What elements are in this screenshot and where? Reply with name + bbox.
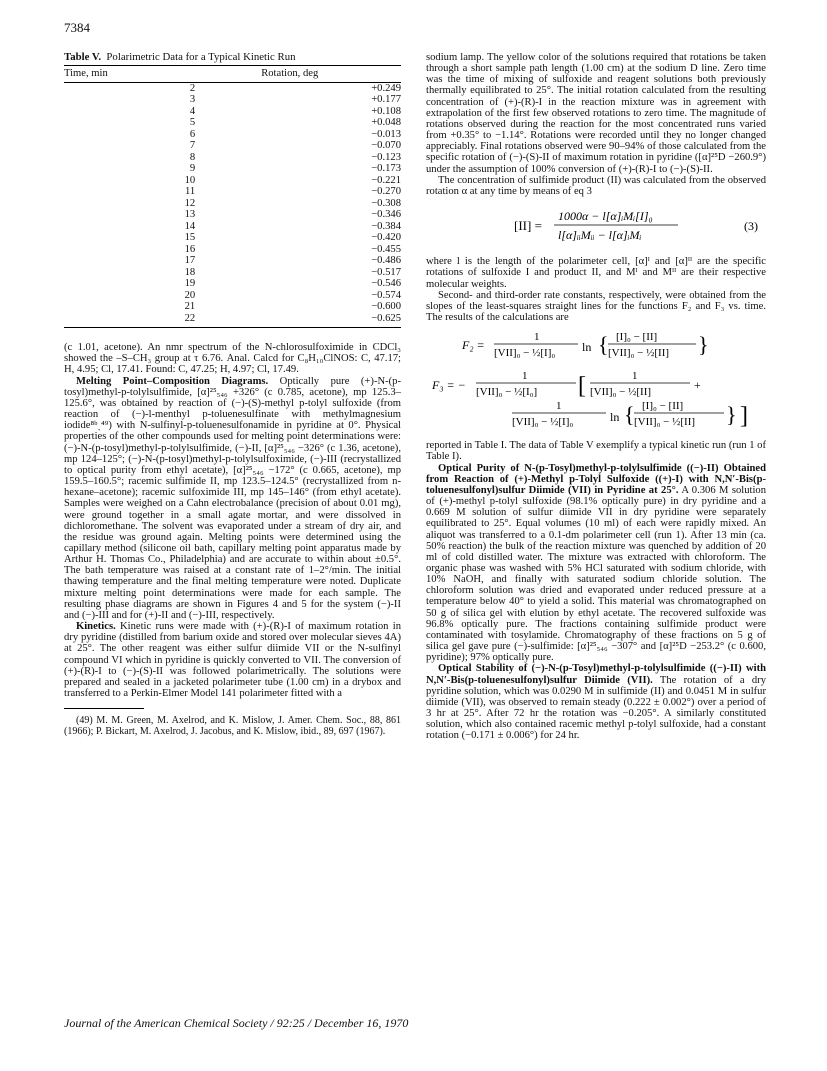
time-cell: 11 (184, 186, 196, 198)
svg-text:ln: ln (582, 340, 592, 355)
rotation-cell: −0.625 (261, 313, 401, 328)
svg-text:[VII]₀ − ½[II]: [VII]₀ − ½[II] (608, 347, 670, 360)
svg-text:+: + (694, 378, 701, 393)
time-cell: 4 (189, 105, 196, 117)
right-paragraph-3: where l is the length of the polarimeter cell, [α]ᴵ and [α]ᴵᴵ are the specific rotations of sulfoxide I and product II, and Mᴵ and Mᴵᴵ are their respective molecular weights. (426, 256, 766, 290)
rotation-cell: +0.048 (371, 117, 401, 129)
table-caption-text: Polarimetric Data for a Typical Kinetic Run (106, 51, 296, 63)
svg-text:[II] =: [II] = (514, 218, 542, 234)
time-cell: 19 (184, 278, 196, 290)
table-row (64, 140, 401, 152)
table-row (64, 186, 401, 198)
heading-kinetics: Kinetics. (76, 621, 116, 633)
left-paragraph-2 (64, 376, 401, 621)
equation-3 (426, 203, 766, 250)
right-paragraph-4: Second- and third-order rate constants, respectively, were obtained from the slopes of the least-squares straight lines for the functions F₂ and F₃ vs. time. The results of the calculations are (426, 289, 766, 323)
rotation-cell: −0.173 (371, 163, 401, 175)
polarimetric-table (64, 65, 401, 328)
melting-point-text: Optically pure (+)-N-(p-tosyl)methyl-p-tolylsulfimide, [α]²⁵₅₄₆ +326° (c 0.785, acetone), mp 125.3–125.6°, was obtained by reaction of (−)-(S)-methyl p-tolyl sulfoxide (from reaction of (−)-l-menthyl p-toluenesulfinate with methylmagnesium iodide⁸ᵇˎ⁴⁹) with N-sulfinyl-p-toluenesulfonamide in pyridine at 0°. Physical properties of the other compounds used for melting point determinations were: (−)-N-(p-tosyl)methyl-p-tolylsulfimide, (−)-II, [α]²⁵₅₄₆ −326° (c 1.36, acetone), mp 124–125°; (−)-N-(p-tosyl)methyl-p-tolylsulfoximide, (−)-III (recrystallized to optical purity from ethyl acetate), [α]²⁵₅₄₆ −172° (c 0.665, acetone), mp 159.5–160.5°; racemic sulfimide II, mp 123.5–124.5° (recrystallized from n-hexane–acetone); racemic sulfoximide III, mp 145–146° (from ethyl acetate). Samples were weighed on a Cahn electrobalance (precision of about 0.01 mg), were ground together in a small agate mortar, and were dissolved in dichloromethane. The solvent was evaporated under a stream of dry air, and the residue was ground again. Melting points were determined using the capillary method (silicone oil bath, capillary melting point apparatus made by Arthur H. Thomas Co., Philadelphia) and are accurate to within about ±0.5°. The bath temperature was raised at a constant rate of 1–2°/min. The initial thawing temperature and the final melting temperature were noted. Duplicate mixture melting point determinations were made for each sample. The resulting phase diagrams are shown in Figures 4 and 5 for the system (−)-II and (−)-III and for (+)-II and (−)-III, respectively. (64, 375, 401, 621)
left-column (64, 52, 401, 737)
svg-text:ln: ln (610, 410, 620, 425)
col-header-rotation: Rotation, deg (261, 66, 401, 83)
time-cell: 8 (189, 151, 196, 163)
time-cell: 9 (189, 163, 196, 175)
equation-3-label: (3) (744, 219, 758, 234)
time-cell: 15 (184, 232, 196, 244)
svg-text:}: } (698, 332, 709, 358)
right-paragraph-1: sodium lamp. The yellow color of the solutions required that rotations be taken through a short sample path length (1.00 cm) at the sodium D line. Zero time was the time of mixing of sulfoxide and reagent solutions both previously thermally equilibrated to 25°. The initial rotation calculated from the resulting concentration of (+)-(R)-I in the reaction mixture was in agreement with extrapolation of the first few observed rotations to zero time. The magnitude of rotations observed during the reaction for the most concentrated runs varied from +0.35° to −1.14°. Rotations were recorded until they no longer changed appreciably. Final rotations observed were 90–94% of those calculated from the specific rotation of (−)-(S)-II of maximum rotation in pyridine ([α]²⁵D −260.9°) under the assumption of 100% conversion of (+)-(R)-I to (−)-(S)-II. (426, 52, 766, 175)
time-cell: 21 (184, 301, 196, 313)
svg-text:1: 1 (632, 370, 638, 383)
rotation-cell: −0.517 (371, 266, 401, 278)
optical-purity-text: A 0.306 M solution of (+)-methyl p-tolyl sulfoxide (98.1% optically pure) in dry pyridine and a 0.669 M solution of sulfur diimide VII in dry pyridine were separately equilibrated to 25°. Equal volumes (10 ml) of each were rapidly mixed. An aliquot was transferred to a 0.1-dm polarimeter cell (run 1). After 13 min (ca. 50% reaction) the bulk of the reaction mixture was quenched by addition of 20 ml of cold distilled water. The mixture was extracted with chloroform. The organic phase was washed with 5% HCl saturated with sodium chloride, with 10% NaOH, and finally with saturated sodium chloride solution. The chloroform solution was dried and evaporated under reduced pressure at a temperature below 40° to yield a solid. This material was chromatographed on 50 g of silica gel with elution by ethyl acetate. The recovered sulfoxide was 96.8% optically pure. The fractions containing sulfimide product were contaminated with tosylamide. Chromatography of these fractions on 5 g of silica gel gave pure (−)-sulfimide: [α]²⁵₅₄₆ −307° and [α]²⁵D −253.2° (c 0.600, pyridine); 97% optically pure. (426, 484, 766, 664)
svg-text:1: 1 (522, 370, 528, 383)
equations-F2-F3 (426, 329, 766, 434)
svg-text:l[α]ᵢᵢMᵢᵢ − l[α]ᵢMᵢ: l[α]ᵢᵢMᵢᵢ − l[α]ᵢMᵢ (558, 228, 642, 243)
svg-text:[I]₀ − [II]: [I]₀ − [II] (616, 331, 658, 344)
svg-text:{: { (598, 332, 609, 358)
optical-stability-text: The rotation of a dry pyridine solution, which was 0.0290 M in sulfimide (II) and 0.0451 M in sulfur diimide (VII), was observed to remain steady (0.222 ± 0.002°) over a period of 3 hr at 25°. After 72 hr the rotation was −0.205°. A similarly constituted solution, which also contained racemic methyl p-tolyl sulfoxide, had a constant rotation (−0.171 ± 0.006°) for 24 hr. (426, 674, 766, 742)
rotation-cell: −0.013 (371, 128, 401, 140)
rotation-cell: +0.249 (371, 82, 401, 94)
footnote-rule (64, 708, 144, 709)
rotation-cell: −0.346 (371, 209, 401, 221)
rotation-cell: −0.546 (371, 278, 401, 290)
rotation-cell: −0.308 (371, 197, 401, 209)
col-header-time: Time, min (64, 66, 261, 83)
table-label: Table V. (64, 51, 102, 63)
time-cell: 10 (184, 174, 196, 186)
rotation-cell: +0.108 (371, 105, 401, 117)
rotation-cell: −0.270 (371, 186, 401, 198)
time-cell: 17 (184, 255, 196, 267)
table-row (64, 244, 401, 256)
time-cell: 6 (189, 128, 196, 140)
svg-text:[VII]₀ − ½[I]₀: [VII]₀ − ½[I]₀ (512, 416, 574, 429)
table-row (64, 301, 401, 313)
rotation-cell: −0.384 (371, 220, 401, 232)
svg-text:[: [ (578, 373, 586, 400)
table-row (64, 175, 401, 187)
right-paragraph-6 (426, 463, 766, 664)
svg-text:[VII]₀ − ½[I]₀: [VII]₀ − ½[I]₀ (494, 347, 556, 360)
time-cell: 16 (184, 243, 196, 255)
table-row (64, 209, 401, 221)
svg-text:[I]₀ − [II]: [I]₀ − [II] (642, 400, 684, 413)
table-row (64, 255, 401, 267)
time-cell: 2 (189, 82, 196, 94)
heading-optical-purity: Optical Purity of N-(p-Tosyl)methyl-p-tolylsulfimide ((−)-II) Obtained from Reaction of (+)-Methyl p-Tolyl Sulfoxide ((+)-I) with N,N′-Bis(p-toluenesulfonyl)sulfur Diimide (VII) in Pyridine at 25°. (426, 462, 766, 496)
time-cell: 7 (189, 140, 196, 152)
svg-text:[VII]₀ − ½[II]: [VII]₀ − ½[II] (634, 416, 696, 429)
left-paragraph-3 (64, 621, 401, 699)
rotation-cell: −0.574 (371, 289, 401, 301)
time-cell: 18 (184, 266, 196, 278)
table-row (64, 82, 401, 94)
svg-text:{: { (624, 402, 635, 428)
rotation-cell: +0.177 (371, 94, 401, 106)
heading-optical-stability: Optical Stability of (−)-N-(p-Tosyl)methyl-p-tolylsulfimide ((−)-II) with N,N′-Bis(p-toluenesulfonyl)sulfur Diimide (VII). (426, 663, 766, 686)
table-row (64, 278, 401, 290)
kinetics-text: Kinetic runs were made with (+)-(R)-I of maximum rotation in dry pyridine (distilled from barium oxide and stored over molecular sieves 4A) at 25°. The other reagent was either sulfur diimide VII or the N-sulfinyl compound VI which in pyridine is quickly converted to VII. The conversion of (+)-(R)-I to (−)-(S)-II was followed polarimetrically. The solutions were prepared and sealed in a jacketed polarimeter tube (1.00 cm) in a drybox and transferred to a Perkin-Elmer Model 141 polarimeter fitted with a (64, 621, 401, 699)
svg-text:F₃ = −: F₃ = − (432, 378, 466, 393)
svg-text:F₂ =: F₂ = (462, 338, 485, 353)
table-row (64, 163, 401, 175)
equation-3-graphic (426, 203, 766, 247)
svg-text:}: } (726, 402, 737, 428)
table-row (64, 221, 401, 233)
page-number: 7384 (64, 20, 90, 35)
right-paragraph-7 (426, 663, 766, 741)
table-row (64, 313, 401, 328)
rotation-cell: −0.123 (371, 151, 401, 163)
table-row (64, 106, 401, 118)
rotation-cell: −0.600 (371, 301, 401, 313)
left-paragraph-1: (c 1.01, acetone). An nmr spectrum of the N-chlorosulfoximide in CDCl₃ showed the –S–CH₃ group at τ 6.76. Anal. Calcd for C₈H₁₀ClNOS: C, 47.17; H, 4.95; Cl, 17.41. Found: C, 47.25; H, 4.97; Cl, 17.49. (64, 342, 401, 376)
table-row (64, 152, 401, 164)
time-cell: 22 (64, 313, 261, 328)
table-row (64, 267, 401, 279)
right-paragraph-2: The concentration of sulfimide product (II) was calculated from the observed rotation α at any time by means of eq 3 (426, 174, 766, 197)
rotation-cell: −0.420 (371, 232, 401, 244)
heading-melting-point: Melting Point–Composition Diagrams. (76, 375, 269, 387)
right-column (426, 52, 766, 742)
footnote-49: (49) M. M. Green, M. Axelrod, and K. Mislow, J. Amer. Chem. Soc., 88, 861 (1966); P. Bickart, M. Axelrod, J. Jacobus, and K. Mislow, ibid., 89, 697 (1967). (64, 715, 401, 738)
svg-text:]: ] (740, 403, 748, 430)
svg-text:1: 1 (556, 400, 562, 413)
right-paragraph-5: reported in Table I. The data of Table V exemplify a typical kinetic run (run 1 of Table I). (426, 440, 766, 463)
time-cell: 13 (184, 209, 196, 221)
time-cell: 5 (189, 117, 196, 129)
rotation-cell: −0.070 (371, 140, 401, 152)
table-row (64, 94, 401, 106)
time-cell: 3 (189, 94, 196, 106)
rotation-cell: −0.455 (371, 243, 401, 255)
svg-text:[VII]₀ − ½[II]: [VII]₀ − ½[II] (590, 386, 652, 399)
svg-text:[VII]₀ − ½[I₀]: [VII]₀ − ½[I₀] (476, 386, 538, 399)
rotation-cell: −0.486 (371, 255, 401, 267)
time-cell: 12 (184, 197, 196, 209)
svg-text:1: 1 (534, 331, 540, 344)
time-cell: 14 (184, 220, 196, 232)
table-row (64, 117, 401, 129)
table-row (64, 232, 401, 244)
table-row (64, 198, 401, 210)
table-caption (64, 52, 401, 63)
rotation-cell: −0.221 (371, 174, 401, 186)
time-cell: 20 (184, 289, 196, 301)
svg-text:1000α − l[α]ᵢMᵢ[I]₀: 1000α − l[α]ᵢMᵢ[I]₀ (558, 209, 653, 224)
rate-functions-graphic (426, 329, 766, 431)
table-row (64, 290, 401, 302)
journal-footer: Journal of the American Chemical Society / 92:25 / December 16, 1970 (64, 1016, 409, 1030)
table-row (64, 129, 401, 141)
